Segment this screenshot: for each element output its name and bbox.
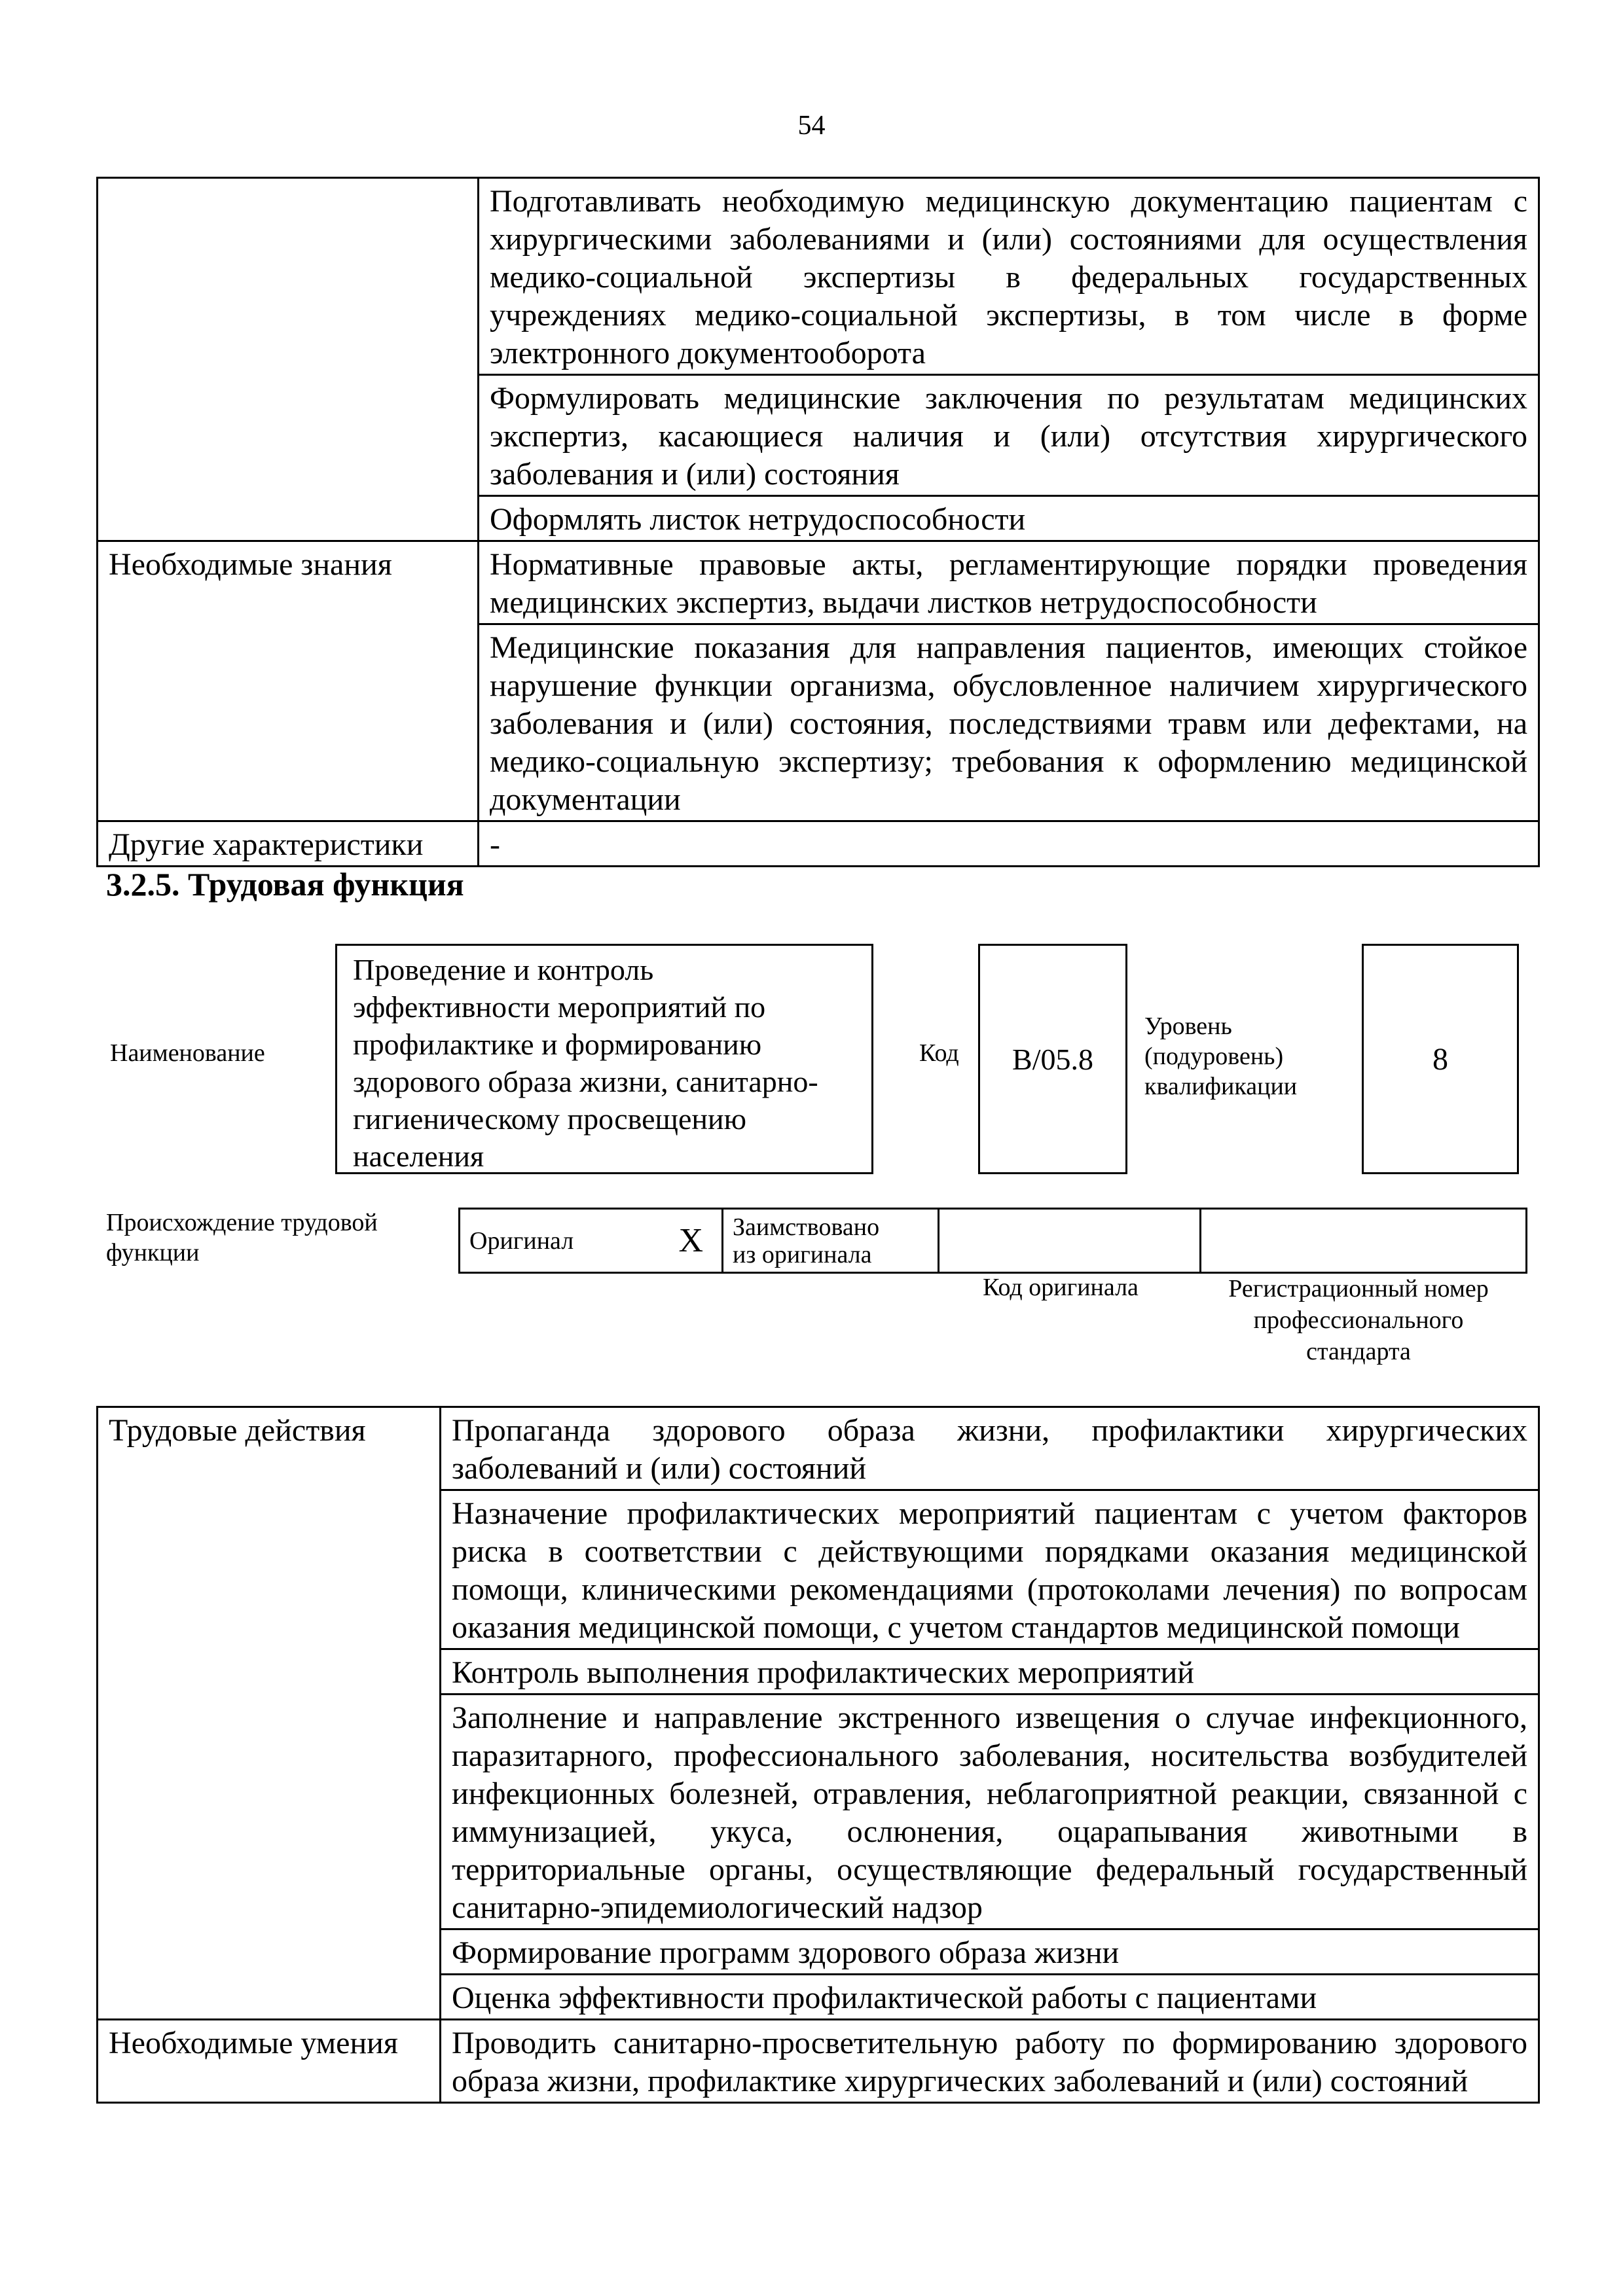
level-label-line: Уровень	[1144, 1013, 1232, 1040]
table-cell: Формирование программ здорового образа жизни	[441, 1929, 1539, 1975]
table-row	[98, 1407, 1539, 1490]
code-value-box: В/05.8	[978, 944, 1127, 1174]
table-cell: Проводить санитарно-просветительную работу по формированию здорового образа жизни, профилактике хирургических заболеваний и (или) состояний	[441, 2020, 1539, 2103]
table-cell: Формулировать медицинские заключения по результатам медицинских экспертиз, касающиеся наличия и (или) отсутствия хирургического заболевания и (или) состояния	[479, 375, 1539, 496]
row-label-empty	[98, 178, 479, 541]
code-label: Код	[919, 1039, 959, 1067]
origin-label-line: функции	[106, 1239, 200, 1266]
original-mark: X	[678, 1221, 703, 1259]
table-row	[98, 821, 1539, 867]
table-cell: Оформлять листок нетрудоспособности	[479, 496, 1539, 541]
level-label	[1144, 1011, 1297, 1102]
table-cell: -	[479, 821, 1539, 867]
row-label-knowledge: Необходимые знания	[98, 541, 479, 821]
borrowed-label-line: из оригинала	[733, 1240, 872, 1268]
reg-caption-line: Регистрационный номер	[1228, 1275, 1489, 1302]
original-cell	[460, 1209, 723, 1273]
page-number: 54	[797, 111, 826, 141]
level-label-line: (подуровень)	[1144, 1043, 1284, 1070]
table-cell: Назначение профилактических мероприятий пациентам с учетом факторов риска в соответствии с действующими порядками оказания медицинской помощи, клиническими рекомендациями (протоколами лечения) по вопросам оказания медицинской помощи, с учетом стандартов медицинской помощи	[441, 1490, 1539, 1649]
table-cell: Заполнение и направление экстренного извещения о случае инфекционного, паразитарного, профессионального заболевания, носительства возбудителей инфекционных болезней, отравления, неблагоприятной реакции, связанной с иммунизацией, укуса, ослюнения, оцарапывания животными в территориальные органы, осуществляющие федеральный государственный санитарно-эпидемиологический надзор	[441, 1695, 1539, 1929]
origin-table	[458, 1208, 1527, 1274]
skills-knowledge-table	[96, 177, 1540, 867]
naming-label: Наименование	[110, 1039, 265, 1067]
level-label-line: квалификации	[1144, 1073, 1298, 1100]
code-original-cell	[939, 1209, 1201, 1273]
row-label-other: Другие характеристики	[98, 821, 479, 867]
reg-caption-line: профессионального	[1253, 1306, 1464, 1334]
function-name-box: Проведение и контроль эффективности мероприятий по профилактике и формированию здорового образа жизни, санитарно-гигиеническому просвещению населения	[335, 944, 873, 1174]
table-cell: Медицинские показания для направления пациентов, имеющих стойкое нарушение функции организма, обусловленное наличием хирургического заболевания и (или) состояния, последствиями травм или дефектами, на медико-социальную экспертизу; требования к оформлению медицинской документации	[479, 624, 1539, 821]
table-row	[460, 1209, 1527, 1273]
labor-actions-table	[96, 1406, 1540, 2104]
borrowed-label-line: Заимствовано	[733, 1213, 880, 1241]
origin-label-line: Происхождение трудовой	[106, 1209, 378, 1236]
section-heading: 3.2.5. Трудовая функция	[106, 866, 464, 903]
table-cell: Подготавливать необходимую медицинскую документацию пациентам с хирургическими заболеваниями и (или) состояниями для осуществления медико-социальной экспертизы в федеральных государственных учреждениях медико-социальной экспертизы, в том числе в форме электронного документооборота	[479, 178, 1539, 375]
level-value-box: 8	[1362, 944, 1519, 1174]
table-row	[98, 178, 1539, 375]
reg-caption-line: стандарта	[1306, 1338, 1411, 1365]
reg-number-caption	[1198, 1273, 1519, 1367]
reg-number-cell	[1201, 1209, 1527, 1273]
row-label-actions: Трудовые действия	[98, 1407, 441, 2020]
row-label-skills: Необходимые умения	[98, 2020, 441, 2103]
table-row	[98, 541, 1539, 624]
original-label: Оригинал	[469, 1227, 574, 1255]
table-cell: Пропаганда здорового образа жизни, профилактики хирургических заболеваний и (или) состояний	[441, 1407, 1539, 1490]
table-cell: Нормативные правовые акты, регламентирующие порядки проведения медицинских экспертиз, выдачи листков нетрудоспособности	[479, 541, 1539, 624]
table-cell: Оценка эффективности профилактической работы с пациентами	[441, 1975, 1539, 2020]
code-original-caption: Код оригинала	[983, 1274, 1139, 1301]
table-cell: Контроль выполнения профилактических мероприятий	[441, 1649, 1539, 1695]
borrowed-cell	[723, 1209, 939, 1273]
origin-label	[106, 1208, 378, 1268]
table-row	[98, 2020, 1539, 2103]
